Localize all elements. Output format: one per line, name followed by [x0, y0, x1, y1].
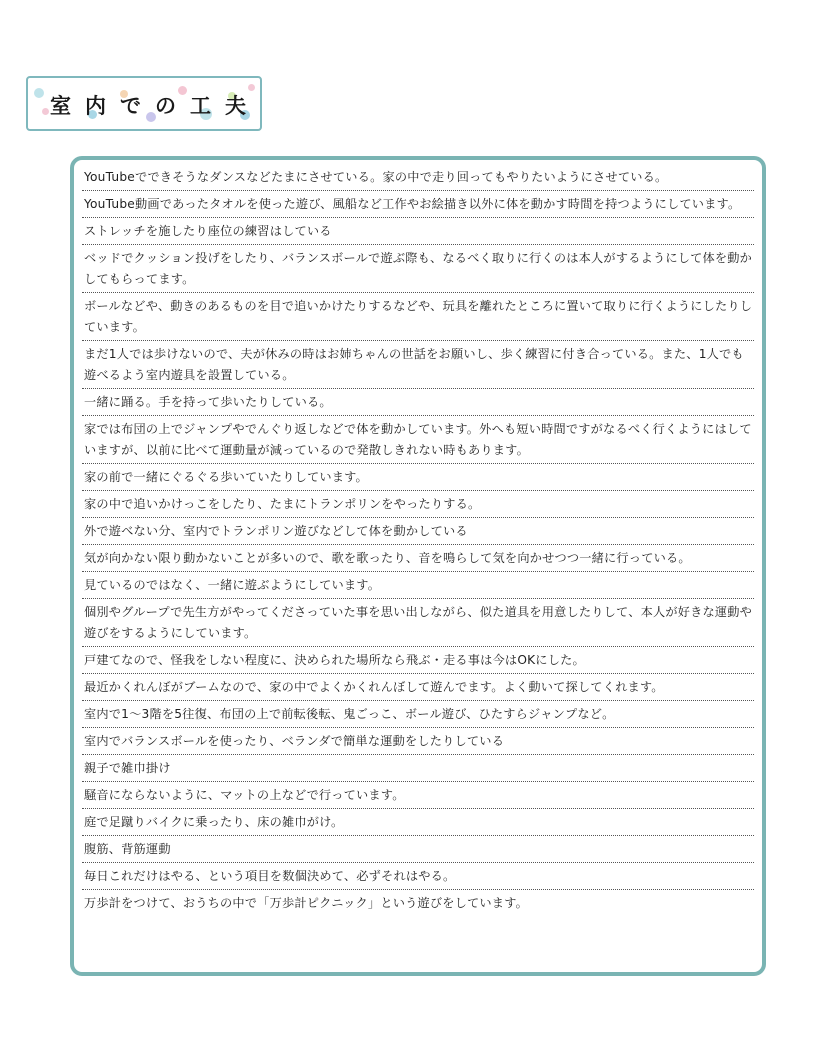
list-item: 腹筋、背筋運動	[82, 836, 754, 863]
list-item: 室内でバランスボールを使ったり、ベランダで簡単な運動をしたりしている	[82, 728, 754, 755]
decorative-dot	[34, 88, 44, 98]
list-item: 親子で雑巾掛け	[82, 755, 754, 782]
list-item: 万歩計をつけて、おうちの中で「万歩計ピクニック」という遊びをしています。	[84, 896, 528, 910]
tips-list-panel	[70, 156, 766, 976]
list-item: ストレッチを施したり座位の練習はしている	[82, 218, 754, 245]
list-item: YouTube動画であったタオルを使った遊び、風船など工作やお絵描き以外に体を動かす時間を持つようにしています。	[82, 191, 754, 218]
list-item: 庭で足蹴りバイクに乗ったり、床の雑巾がけ。	[82, 809, 754, 836]
list-item: ベッドでクッション投げをしたり、バランスボールで遊ぶ際も、なるべく取りに行くのは本人がするようにして体を動かしてもらってます。	[82, 245, 754, 293]
list-item: 家の前で一緒にぐるぐる歩いていたりしています。	[82, 464, 754, 491]
decorative-dot	[42, 108, 49, 115]
section-title: 室内での工夫	[50, 94, 260, 118]
list-item: 一緒に踊る。手を持って歩いたりしている。	[82, 389, 754, 416]
list-item: 見ているのではなく、一緒に遊ぶようにしています。	[82, 572, 754, 599]
list-item: 家では布団の上でジャンプやでんぐり返しなどで体を動かしています。外へも短い時間ですがなるべく行くようにはしていますが、以前に比べて運動量が減っているので発散しきれない時もあります。	[82, 416, 754, 464]
list-item: まだ1人では歩けないので、夫が休みの時はお姉ちゃんの世話をお願いし、歩く練習に付き合っている。また、1人でも遊べるよう室内遊具を設置している。	[82, 341, 754, 389]
list-item: 気が向かない限り動かないことが多いので、歌を歌ったり、音を鳴らして気を向かせつつ一緒に行っている。	[82, 545, 754, 572]
list-item: 家の中で追いかけっこをしたり、たまにトランポリンをやったりする。	[82, 491, 754, 518]
list-item: 個別やグループで先生方がやってくださっていた事を思い出しながら、似た道具を用意したりして、本人が好きな運動や遊びをするようにしています。	[82, 599, 754, 647]
list-item: 騒音にならないように、マットの上などで行っています。	[82, 782, 754, 809]
list-item: 室内で1～3階を5往復、布団の上で前転後転、鬼ごっこ、ボール遊び、ひたすらジャンプなど。	[82, 701, 754, 728]
list-item: 外で遊べない分、室内でトランポリン遊びなどして体を動かしている	[82, 518, 754, 545]
list-item: YouTubeでできそうなダンスなどたまにさせている。家の中で走り回ってもやりたいようにさせている。	[82, 164, 754, 191]
list-item: ボールなどや、動きのあるものを目で追いかけたりするなどや、玩具を離れたところに置いて取りに行くようにしたりしています。	[82, 293, 754, 341]
section-title-box	[26, 76, 262, 131]
list-item: 最近かくれんぼがブームなので、家の中でよくかくれんぼして遊んでます。よく動いて探してくれます。	[82, 674, 754, 701]
list-item: 戸建てなので、怪我をしない程度に、決められた場所なら飛ぶ・走る事は今はOKにした。	[82, 647, 754, 674]
list-item: 毎日これだけはやる、という項目を数個決めて、必ずそれはやる。	[82, 863, 754, 890]
